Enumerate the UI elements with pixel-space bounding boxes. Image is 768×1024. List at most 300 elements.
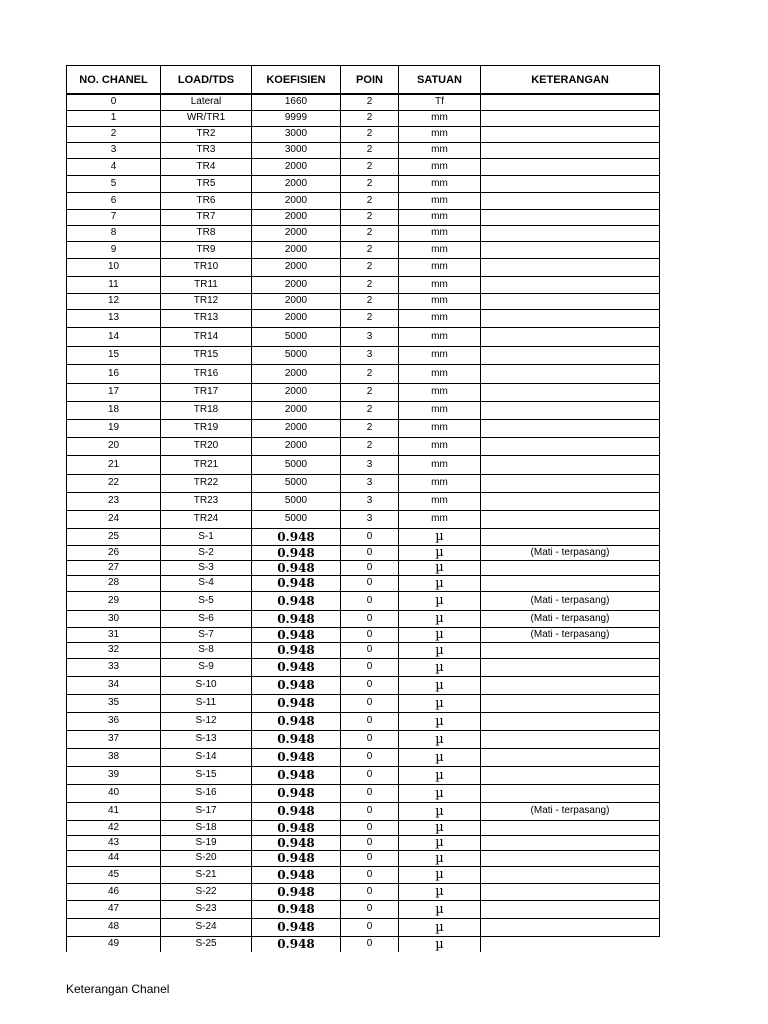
- cell-no-chanel: 8: [67, 225, 161, 241]
- cell-poin: 2: [341, 94, 399, 110]
- table-row: [67, 820, 660, 835]
- table-row: [67, 401, 660, 419]
- cell-load-tds: S-8: [161, 642, 252, 658]
- cell-no-chanel: 0: [67, 94, 161, 110]
- cell-keterangan: (Mati - terpasang): [481, 627, 660, 642]
- header-koefisien: KOEFISIEN: [252, 66, 341, 95]
- cell-no-chanel: 38: [67, 748, 161, 766]
- cell-poin: 2: [341, 309, 399, 327]
- cell-satuan: µ: [399, 591, 481, 610]
- table-row: [67, 835, 660, 850]
- cell-satuan: mm: [399, 293, 481, 309]
- cell-poin: 2: [341, 258, 399, 276]
- cell-keterangan: (Mati - terpasang): [481, 545, 660, 560]
- table-row: [67, 528, 660, 545]
- cell-satuan: mm: [399, 510, 481, 528]
- cell-load-tds: TR9: [161, 241, 252, 258]
- cell-satuan: mm: [399, 126, 481, 142]
- cell-satuan: mm: [399, 241, 481, 258]
- cell-keterangan: [481, 419, 660, 437]
- cell-keterangan: [481, 437, 660, 455]
- cell-keterangan: [481, 364, 660, 383]
- table-row: [67, 560, 660, 575]
- cell-keterangan: [481, 784, 660, 802]
- cell-koefisien: 2000: [252, 293, 341, 309]
- cell-load-tds: S-12: [161, 712, 252, 730]
- table-row: [67, 883, 660, 900]
- cell-koefisien: 0.948: [252, 835, 341, 850]
- cell-no-chanel: 24: [67, 510, 161, 528]
- cell-poin: 2: [341, 401, 399, 419]
- cell-satuan: mm: [399, 327, 481, 346]
- header-satuan: SATUAN: [399, 66, 481, 95]
- cell-poin: 0: [341, 627, 399, 642]
- cell-poin: 2: [341, 192, 399, 209]
- cell-poin: 0: [341, 784, 399, 802]
- cell-no-chanel: 28: [67, 575, 161, 591]
- table-row: [67, 712, 660, 730]
- footer-caption: Keterangan Chanel: [66, 982, 170, 996]
- cell-keterangan: [481, 900, 660, 918]
- cell-koefisien: 3000: [252, 126, 341, 142]
- cell-keterangan: [481, 528, 660, 545]
- cell-koefisien: 0.948: [252, 627, 341, 642]
- cell-no-chanel: 2: [67, 126, 161, 142]
- cell-koefisien: 0.948: [252, 820, 341, 835]
- cell-keterangan: [481, 676, 660, 694]
- cell-no-chanel: 3: [67, 142, 161, 158]
- cell-poin: 0: [341, 936, 399, 952]
- cell-keterangan: [481, 820, 660, 835]
- cell-load-tds: TR21: [161, 455, 252, 474]
- cell-no-chanel: 1: [67, 110, 161, 126]
- cell-no-chanel: 31: [67, 627, 161, 642]
- cell-keterangan: [481, 192, 660, 209]
- cell-satuan: mm: [399, 437, 481, 455]
- cell-koefisien: 3000: [252, 142, 341, 158]
- cell-koefisien: 0.948: [252, 802, 341, 820]
- cell-load-tds: TR12: [161, 293, 252, 309]
- cell-no-chanel: 39: [67, 766, 161, 784]
- cell-satuan: µ: [399, 784, 481, 802]
- cell-load-tds: TR8: [161, 225, 252, 241]
- cell-poin: 0: [341, 850, 399, 866]
- cell-koefisien: 2000: [252, 419, 341, 437]
- cell-koefisien: 0.948: [252, 676, 341, 694]
- cell-koefisien: 2000: [252, 192, 341, 209]
- cell-poin: 0: [341, 730, 399, 748]
- cell-koefisien: 2000: [252, 225, 341, 241]
- cell-load-tds: TR19: [161, 419, 252, 437]
- cell-load-tds: TR23: [161, 492, 252, 510]
- cell-no-chanel: 32: [67, 642, 161, 658]
- cell-no-chanel: 47: [67, 900, 161, 918]
- cell-no-chanel: 44: [67, 850, 161, 866]
- cell-koefisien: 5000: [252, 492, 341, 510]
- cell-keterangan: [481, 766, 660, 784]
- table-row: [67, 419, 660, 437]
- cell-no-chanel: 20: [67, 437, 161, 455]
- cell-no-chanel: 49: [67, 936, 161, 952]
- cell-no-chanel: 41: [67, 802, 161, 820]
- cell-no-chanel: 7: [67, 209, 161, 225]
- header-row: [67, 66, 660, 95]
- cell-load-tds: TR18: [161, 401, 252, 419]
- table-row: [67, 545, 660, 560]
- cell-load-tds: S-11: [161, 694, 252, 712]
- cell-satuan: µ: [399, 712, 481, 730]
- cell-keterangan: [481, 748, 660, 766]
- cell-poin: 2: [341, 225, 399, 241]
- cell-load-tds: S-24: [161, 918, 252, 936]
- cell-poin: 0: [341, 591, 399, 610]
- table-row: [67, 610, 660, 627]
- cell-koefisien: 0.948: [252, 866, 341, 883]
- cell-koefisien: 2000: [252, 241, 341, 258]
- cell-keterangan: [481, 850, 660, 866]
- cell-keterangan: [481, 94, 660, 110]
- cell-poin: 0: [341, 766, 399, 784]
- cell-load-tds: TR20: [161, 437, 252, 455]
- cell-load-tds: S-2: [161, 545, 252, 560]
- cell-keterangan: [481, 835, 660, 850]
- cell-load-tds: TR14: [161, 327, 252, 346]
- cell-load-tds: S-19: [161, 835, 252, 850]
- cell-satuan: µ: [399, 883, 481, 900]
- cell-koefisien: 0.948: [252, 560, 341, 575]
- cell-satuan: mm: [399, 175, 481, 192]
- cell-poin: 2: [341, 437, 399, 455]
- cell-satuan: mm: [399, 474, 481, 492]
- cell-poin: 3: [341, 510, 399, 528]
- cell-keterangan: [481, 712, 660, 730]
- cell-satuan: µ: [399, 820, 481, 835]
- cell-satuan: mm: [399, 309, 481, 327]
- cell-koefisien: 0.948: [252, 528, 341, 545]
- cell-no-chanel: 33: [67, 658, 161, 676]
- cell-keterangan: [481, 918, 660, 936]
- table-row: [67, 658, 660, 676]
- cell-keterangan: [481, 866, 660, 883]
- cell-keterangan: [481, 209, 660, 225]
- cell-keterangan: [481, 327, 660, 346]
- table-row: [67, 730, 660, 748]
- table-row: [67, 900, 660, 918]
- cell-no-chanel: 34: [67, 676, 161, 694]
- cell-satuan: µ: [399, 748, 481, 766]
- cell-satuan: µ: [399, 642, 481, 658]
- cell-poin: 3: [341, 492, 399, 510]
- cell-no-chanel: 46: [67, 883, 161, 900]
- cell-no-chanel: 37: [67, 730, 161, 748]
- cell-poin: 2: [341, 175, 399, 192]
- cell-poin: 2: [341, 293, 399, 309]
- cell-satuan: µ: [399, 918, 481, 936]
- cell-poin: 0: [341, 748, 399, 766]
- cell-no-chanel: 18: [67, 401, 161, 419]
- cell-no-chanel: 29: [67, 591, 161, 610]
- cell-satuan: mm: [399, 492, 481, 510]
- table-row: [67, 175, 660, 192]
- cell-poin: 3: [341, 327, 399, 346]
- cell-no-chanel: 36: [67, 712, 161, 730]
- cell-koefisien: 5000: [252, 455, 341, 474]
- cell-load-tds: S-25: [161, 936, 252, 952]
- cell-satuan: mm: [399, 192, 481, 209]
- cell-load-tds: TR6: [161, 192, 252, 209]
- cell-no-chanel: 23: [67, 492, 161, 510]
- header-load-tds: LOAD/TDS: [161, 66, 252, 95]
- cell-load-tds: S-9: [161, 658, 252, 676]
- cell-poin: 2: [341, 364, 399, 383]
- cell-koefisien: 2000: [252, 437, 341, 455]
- cell-no-chanel: 10: [67, 258, 161, 276]
- cell-poin: 0: [341, 883, 399, 900]
- cell-satuan: µ: [399, 835, 481, 850]
- cell-koefisien: 5000: [252, 510, 341, 528]
- cell-poin: 2: [341, 276, 399, 293]
- cell-koefisien: 0.948: [252, 766, 341, 784]
- cell-load-tds: TR3: [161, 142, 252, 158]
- cell-koefisien: 2000: [252, 383, 341, 401]
- cell-koefisien: 0.948: [252, 575, 341, 591]
- cell-load-tds: TR16: [161, 364, 252, 383]
- cell-koefisien: 5000: [252, 346, 341, 364]
- table-row: [67, 784, 660, 802]
- cell-no-chanel: 12: [67, 293, 161, 309]
- cell-koefisien: 9999: [252, 110, 341, 126]
- table-row: [67, 642, 660, 658]
- cell-load-tds: TR10: [161, 258, 252, 276]
- table-row: [67, 142, 660, 158]
- cell-satuan: µ: [399, 676, 481, 694]
- cell-keterangan: [481, 276, 660, 293]
- cell-load-tds: S-1: [161, 528, 252, 545]
- cell-load-tds: S-5: [161, 591, 252, 610]
- table-row: [67, 293, 660, 309]
- cell-koefisien: 2000: [252, 158, 341, 175]
- table-row: [67, 225, 660, 241]
- cell-koefisien: 5000: [252, 327, 341, 346]
- cell-keterangan: [481, 455, 660, 474]
- table-row: [67, 575, 660, 591]
- cell-no-chanel: 35: [67, 694, 161, 712]
- cell-satuan: µ: [399, 850, 481, 866]
- cell-keterangan: [481, 730, 660, 748]
- cell-no-chanel: 19: [67, 419, 161, 437]
- header-keterangan: KETERANGAN: [481, 66, 660, 95]
- cell-poin: 0: [341, 866, 399, 883]
- cell-koefisien: 2000: [252, 209, 341, 225]
- cell-load-tds: S-3: [161, 560, 252, 575]
- table-row: [67, 748, 660, 766]
- table-row: [67, 276, 660, 293]
- cell-koefisien: 1660: [252, 94, 341, 110]
- cell-koefisien: 0.948: [252, 748, 341, 766]
- cell-poin: 2: [341, 110, 399, 126]
- cell-poin: 2: [341, 142, 399, 158]
- cell-keterangan: [481, 126, 660, 142]
- cell-satuan: µ: [399, 610, 481, 627]
- cell-satuan: mm: [399, 276, 481, 293]
- cell-keterangan: [481, 510, 660, 528]
- cell-load-tds: TR15: [161, 346, 252, 364]
- cell-koefisien: 0.948: [252, 730, 341, 748]
- table-row: [67, 158, 660, 175]
- table-row: [67, 209, 660, 225]
- cell-satuan: µ: [399, 936, 481, 952]
- cell-satuan: mm: [399, 209, 481, 225]
- cell-load-tds: TR22: [161, 474, 252, 492]
- table-row: [67, 192, 660, 209]
- cell-satuan: mm: [399, 142, 481, 158]
- cell-load-tds: S-21: [161, 866, 252, 883]
- cell-poin: 0: [341, 802, 399, 820]
- cell-satuan: µ: [399, 560, 481, 575]
- cell-keterangan: [481, 560, 660, 575]
- cell-satuan: mm: [399, 364, 481, 383]
- cell-load-tds: S-15: [161, 766, 252, 784]
- cell-poin: 0: [341, 820, 399, 835]
- cell-koefisien: 0.948: [252, 883, 341, 900]
- table-row: [67, 694, 660, 712]
- cell-koefisien: 2000: [252, 175, 341, 192]
- cell-keterangan: [481, 158, 660, 175]
- cell-koefisien: 2000: [252, 364, 341, 383]
- cell-keterangan: [481, 936, 660, 952]
- cell-satuan: mm: [399, 225, 481, 241]
- cell-koefisien: 0.948: [252, 642, 341, 658]
- cell-satuan: mm: [399, 455, 481, 474]
- channel-table: [66, 65, 660, 952]
- cell-satuan: mm: [399, 258, 481, 276]
- cell-load-tds: S-14: [161, 748, 252, 766]
- cell-load-tds: TR5: [161, 175, 252, 192]
- table-row: [67, 346, 660, 364]
- table-row: [67, 94, 660, 110]
- cell-poin: 0: [341, 918, 399, 936]
- cell-keterangan: [481, 694, 660, 712]
- cell-satuan: µ: [399, 528, 481, 545]
- cell-no-chanel: 6: [67, 192, 161, 209]
- cell-no-chanel: 4: [67, 158, 161, 175]
- header-poin: POIN: [341, 66, 399, 95]
- cell-load-tds: TR2: [161, 126, 252, 142]
- table-row: [67, 510, 660, 528]
- cell-no-chanel: 45: [67, 866, 161, 883]
- table-row: [67, 437, 660, 455]
- cell-no-chanel: 27: [67, 560, 161, 575]
- cell-no-chanel: 9: [67, 241, 161, 258]
- cell-load-tds: S-16: [161, 784, 252, 802]
- cell-koefisien: 2000: [252, 401, 341, 419]
- cell-satuan: µ: [399, 575, 481, 591]
- cell-no-chanel: 48: [67, 918, 161, 936]
- cell-poin: 3: [341, 474, 399, 492]
- cell-no-chanel: 42: [67, 820, 161, 835]
- table-row: [67, 126, 660, 142]
- table-row: [67, 866, 660, 883]
- cell-keterangan: [481, 110, 660, 126]
- cell-load-tds: Lateral: [161, 94, 252, 110]
- cell-koefisien: 2000: [252, 258, 341, 276]
- cell-satuan: mm: [399, 158, 481, 175]
- cell-koefisien: 0.948: [252, 591, 341, 610]
- cell-no-chanel: 16: [67, 364, 161, 383]
- header-no-chanel: NO. CHANEL: [67, 66, 161, 95]
- cell-no-chanel: 5: [67, 175, 161, 192]
- cell-koefisien: 2000: [252, 309, 341, 327]
- cell-poin: 0: [341, 712, 399, 730]
- cell-koefisien: 0.948: [252, 545, 341, 560]
- cell-poin: 0: [341, 642, 399, 658]
- table-row: [67, 364, 660, 383]
- cell-no-chanel: 17: [67, 383, 161, 401]
- cell-load-tds: TR11: [161, 276, 252, 293]
- cell-satuan: mm: [399, 401, 481, 419]
- cell-poin: 0: [341, 658, 399, 676]
- cell-load-tds: S-4: [161, 575, 252, 591]
- cell-koefisien: 0.948: [252, 936, 341, 952]
- cell-keterangan: [481, 474, 660, 492]
- cell-no-chanel: 11: [67, 276, 161, 293]
- cell-keterangan: [481, 225, 660, 241]
- cell-koefisien: 0.948: [252, 694, 341, 712]
- cell-no-chanel: 43: [67, 835, 161, 850]
- cell-no-chanel: 13: [67, 309, 161, 327]
- cell-load-tds: S-7: [161, 627, 252, 642]
- table-row: [67, 309, 660, 327]
- cell-no-chanel: 25: [67, 528, 161, 545]
- cell-koefisien: 5000: [252, 474, 341, 492]
- table-row: [67, 802, 660, 820]
- cell-load-tds: S-22: [161, 883, 252, 900]
- cell-satuan: µ: [399, 694, 481, 712]
- cell-poin: 2: [341, 241, 399, 258]
- cell-load-tds: S-17: [161, 802, 252, 820]
- cell-satuan: µ: [399, 766, 481, 784]
- table-row: [67, 627, 660, 642]
- cell-poin: 2: [341, 419, 399, 437]
- cell-keterangan: [481, 642, 660, 658]
- cell-load-tds: S-10: [161, 676, 252, 694]
- cell-poin: 0: [341, 694, 399, 712]
- cell-satuan: µ: [399, 627, 481, 642]
- cell-satuan: µ: [399, 658, 481, 676]
- cell-keterangan: [481, 658, 660, 676]
- cell-koefisien: 0.948: [252, 658, 341, 676]
- cell-satuan: mm: [399, 346, 481, 364]
- cell-keterangan: (Mati - terpasang): [481, 610, 660, 627]
- cell-load-tds: S-13: [161, 730, 252, 748]
- table-row: [67, 936, 660, 952]
- cell-poin: 0: [341, 545, 399, 560]
- cell-poin: 0: [341, 900, 399, 918]
- cell-keterangan: (Mati - terpasang): [481, 802, 660, 820]
- table-row: [67, 474, 660, 492]
- cell-keterangan: [481, 401, 660, 419]
- cell-poin: 0: [341, 676, 399, 694]
- cell-poin: 0: [341, 528, 399, 545]
- cell-load-tds: TR7: [161, 209, 252, 225]
- cell-load-tds: TR4: [161, 158, 252, 175]
- table-row: [67, 327, 660, 346]
- cell-poin: 0: [341, 610, 399, 627]
- table-row: [67, 110, 660, 126]
- cell-satuan: µ: [399, 866, 481, 883]
- table-row: [67, 676, 660, 694]
- cell-satuan: µ: [399, 900, 481, 918]
